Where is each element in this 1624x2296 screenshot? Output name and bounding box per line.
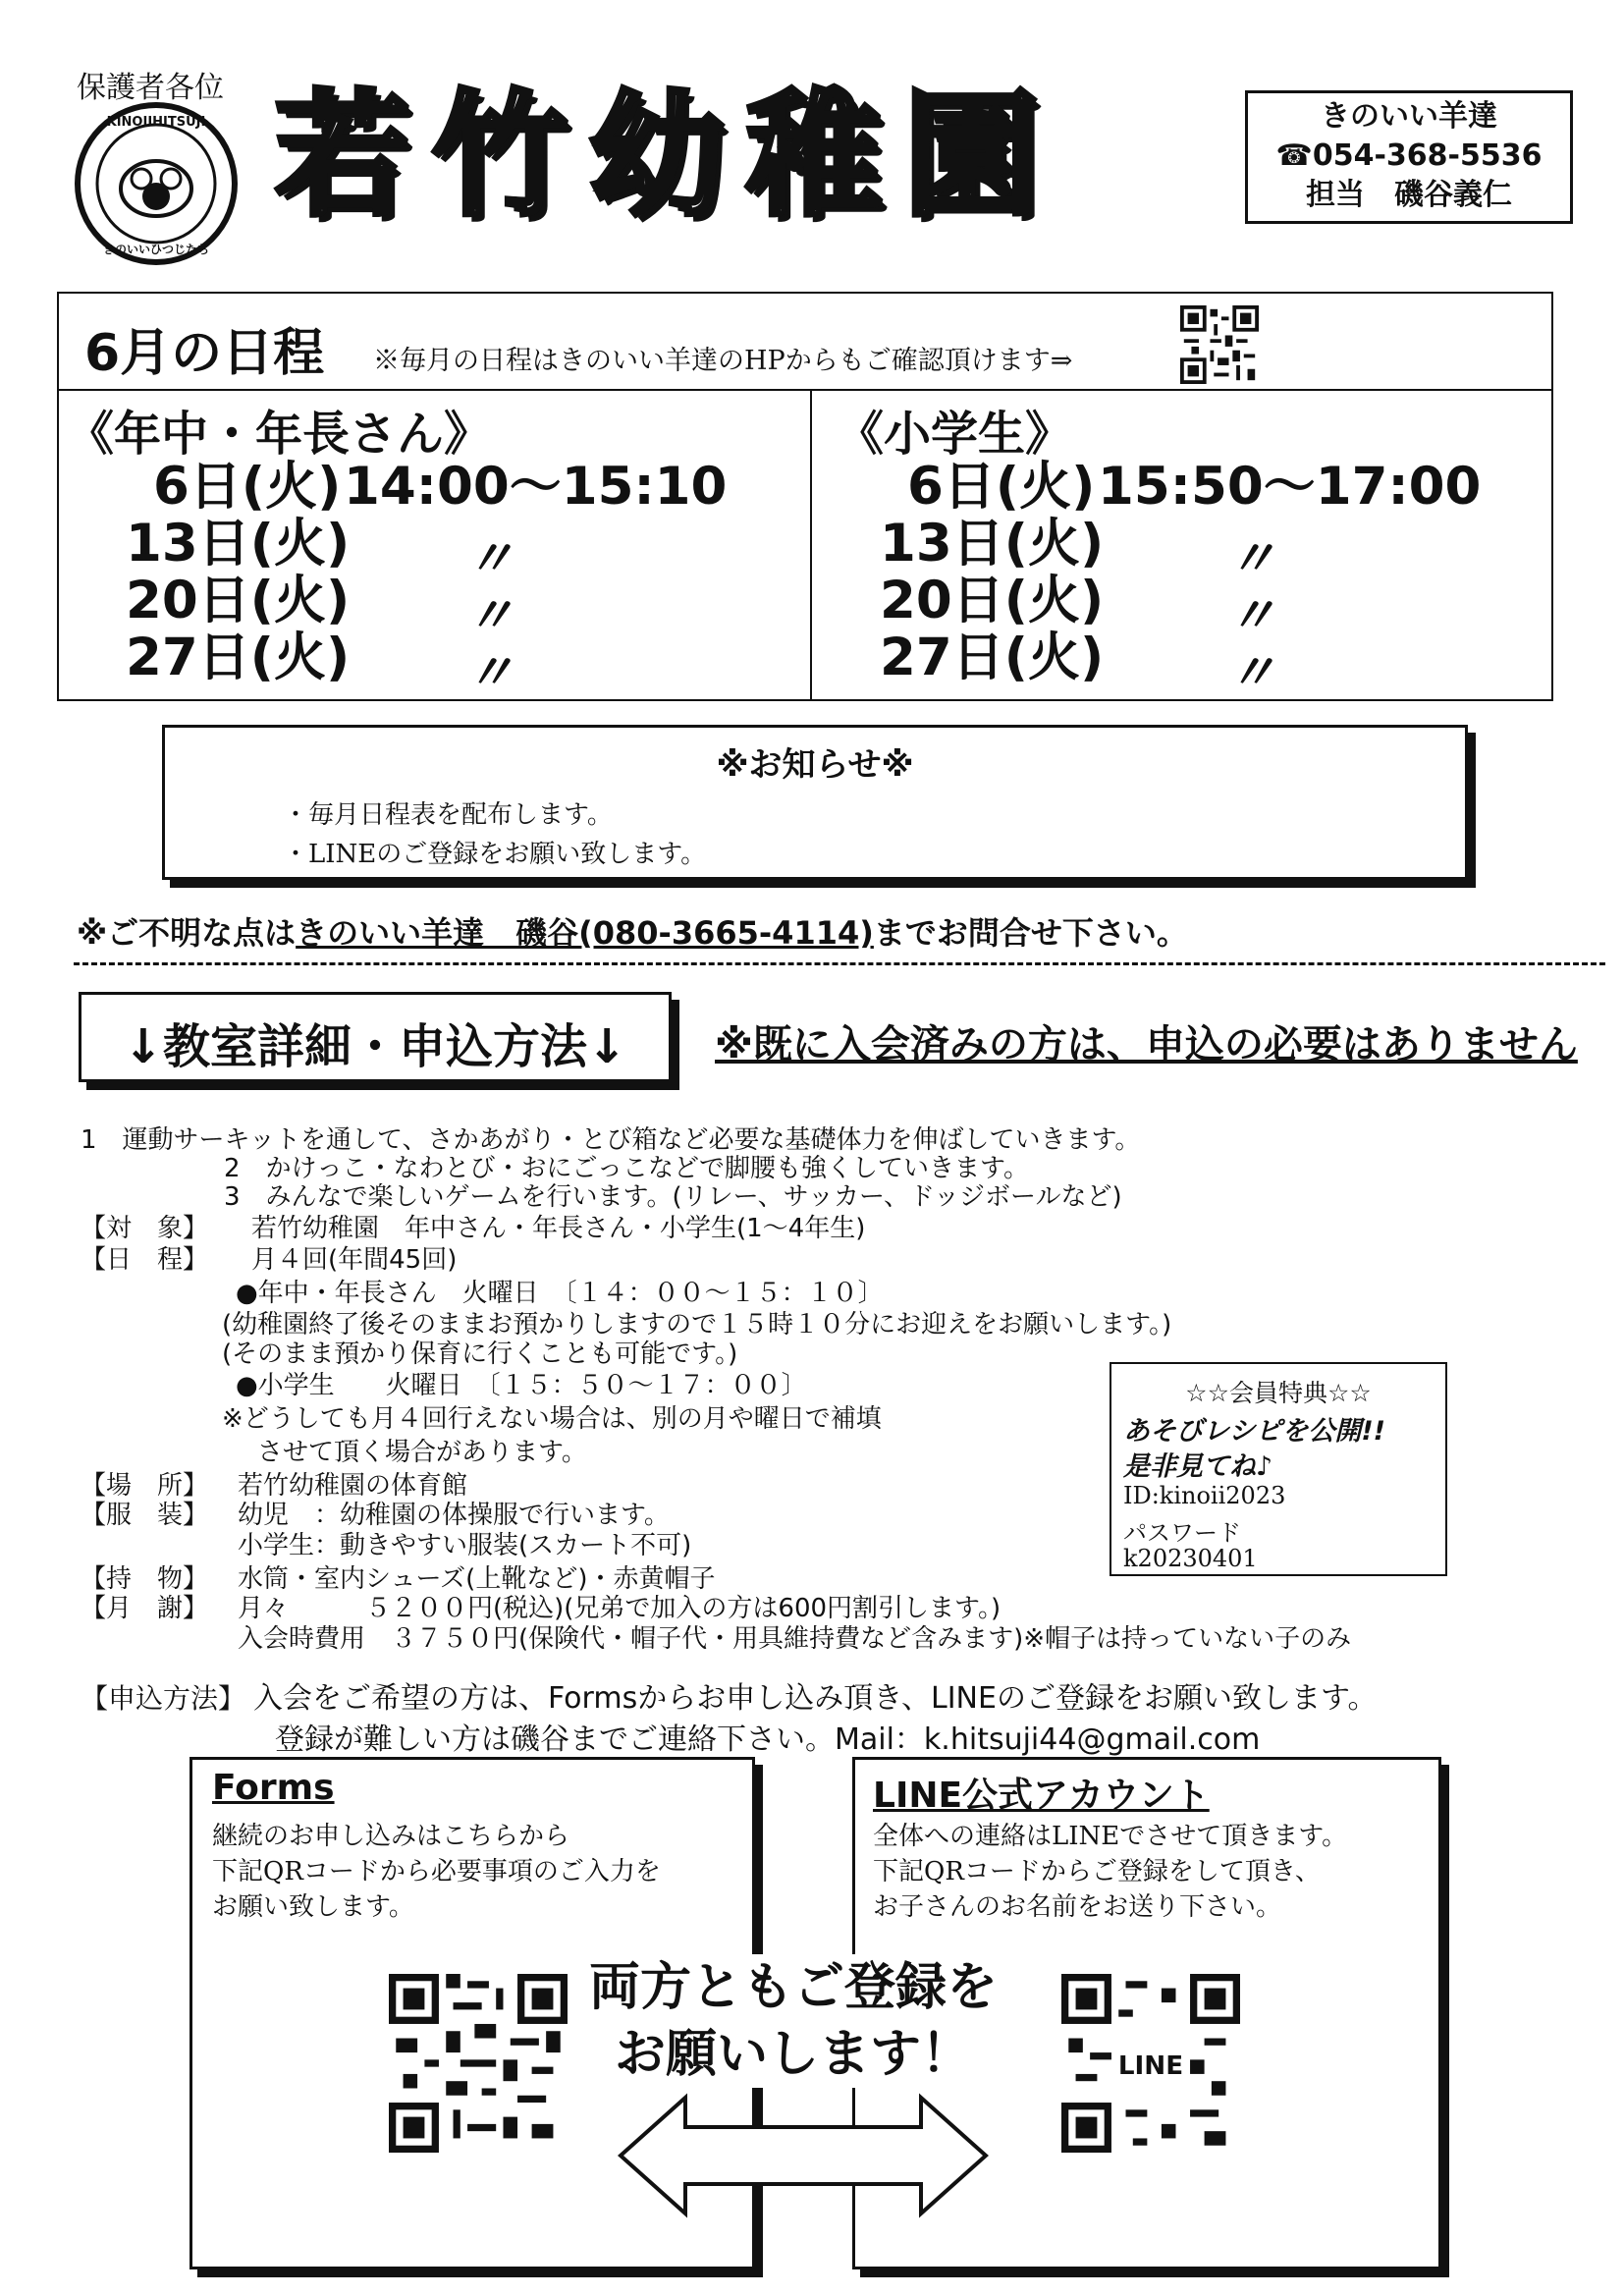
kinder-date: 13日(火)	[126, 514, 351, 574]
items-label: 【持 物】	[81, 1564, 209, 1594]
fee-label: 【月 謝】	[81, 1594, 209, 1623]
register-both-message	[589, 1954, 998, 2088]
kinder-time: 〃	[465, 587, 514, 644]
hp-qr-code[interactable]	[1180, 305, 1259, 384]
schedule-label: 【日 程】	[81, 1245, 209, 1275]
schedule-header	[59, 294, 1551, 391]
notice-item: ・毎月日程表を配布します。	[283, 800, 613, 830]
contact-person: 担当 磯谷義仁	[1306, 178, 1512, 212]
fee-monthly: 月々 ５２００円(税込)(兄弟で加入の方は600円割引します。)	[238, 1594, 1001, 1623]
member-benefit-box	[1110, 1362, 1447, 1576]
line-qr-code[interactable]	[1061, 1974, 1240, 2153]
double-arrow-icon	[617, 2092, 990, 2219]
school-time: 15:50～17:00	[1098, 457, 1482, 517]
line-title: LINE公式アカウント	[873, 1776, 1210, 1816]
schedule-note: ※毎月の日程はきのいい羊達のHPからもご確認頂けます⇒	[373, 346, 1073, 376]
contact-phone: ☎054-368-5536	[1275, 138, 1543, 173]
column-divider	[810, 389, 812, 699]
kinder-note-1: (幼稚園終了後そのままお預かりしますので１５時１０分にお迎えをお願いします。)	[222, 1310, 1172, 1339]
notice-title: ※お知らせ※	[716, 745, 914, 785]
logo-bottom-text: きのいいひつじたち	[102, 243, 210, 256]
kinder-time: 14:00～15:10	[344, 457, 728, 517]
target-label: 【対 象】	[81, 1214, 209, 1243]
kinder-note-2: (そのまま預かり保育に行くことも可能です。)	[222, 1339, 738, 1369]
school-schedule: ●小学生 火曜日 〔１５：５０～１７：００〕	[236, 1371, 807, 1400]
kinder-date: 27日(火)	[126, 628, 351, 687]
school-date: 27日(火)	[880, 628, 1105, 687]
notice-item: ・LINEのご登録をお願い致します。	[283, 840, 707, 869]
schedule-box	[57, 292, 1553, 701]
apply-line-1: 入会をご希望の方は、Formsからお申し込み頂き、LINEのご登録をお願い致します。	[253, 1681, 1378, 1716]
schedule-value: 月４回(年間45回)	[251, 1245, 458, 1275]
kinder-schedule: ●年中・年長さん 火曜日 〔１４：００～１５：１０〕	[236, 1279, 884, 1308]
benefit-password-label: パスワード	[1123, 1519, 1241, 1547]
kinder-heading: 《年中・年長さん》	[67, 407, 492, 462]
register-both-line-1: 両方ともご登録を	[589, 1958, 999, 2017]
addressee: 保護者各位	[77, 71, 224, 105]
contact-box	[1245, 90, 1573, 224]
clothes-kinder: 幼児 ：幼稚園の体操服で行います。	[238, 1501, 670, 1530]
kinder-time: 〃	[465, 530, 514, 587]
target-value: 若竹幼稚園 年中さん・年長さん・小学生(1～4年生)	[251, 1214, 866, 1243]
notice-box	[162, 725, 1468, 880]
kinder-date: 20日(火)	[126, 571, 351, 630]
benefit-password: k20230401	[1123, 1545, 1258, 1572]
benefit-title: ☆☆会員特典☆☆	[1185, 1379, 1372, 1407]
school-time: 〃	[1227, 530, 1276, 587]
inquiry-suffix: までお問合せ下さい。	[873, 914, 1188, 952]
point-3: 3 みんなで楽しいゲームを行います。(リレー、サッカー、ドッジボールなど)	[224, 1182, 1122, 1212]
forms-title: Forms	[212, 1768, 335, 1808]
apply-line-2: 登録が難しい方は磯谷までご連絡下さい。Mail：k.hitsuji44@gmail.com	[275, 1722, 1261, 1757]
kinder-time: 〃	[465, 644, 514, 701]
school-date: 6日(火)	[907, 457, 1096, 517]
clothes-school: 小学生：動きやすい服装(スカート不可)	[238, 1531, 692, 1560]
point-1: 1 運動サーキットを通して、さかあがり・とび箱など必要な基礎体力を伸ばしていきます。	[81, 1125, 1141, 1155]
inquiry-contact: きのいい羊達 磯谷(080-3665-4114)	[296, 914, 874, 952]
school-date: 20日(火)	[880, 571, 1105, 630]
dashed-divider	[74, 962, 1605, 965]
inquiry-line	[77, 908, 1188, 954]
logo-top-text: KINOIIHITSUJI	[106, 115, 206, 130]
kinder-date: 6日(火)	[153, 457, 342, 517]
point-2: 2 かけっこ・なわとび・おにごっこなどで脚腰も強くしていきます。	[224, 1154, 1029, 1183]
place-value: 若竹幼稚園の体育館	[238, 1471, 468, 1501]
detail-heading-box	[79, 992, 672, 1082]
contact-org: きのいい羊達	[1321, 99, 1497, 134]
inquiry-prefix: ※ご不明な点は	[77, 914, 297, 952]
line-text: 全体への連絡はLINEでさせて頂きます。 下記QRコードからご登録をして頂き、 お子さんのお名前をお送り下さい。	[873, 1822, 1348, 1922]
school-note-2: させて頂く場合があります。	[257, 1438, 587, 1467]
forms-qr-code[interactable]	[389, 1974, 568, 2153]
schedule-title: 6月の日程	[84, 324, 325, 383]
items-value: 水筒・室内シューズ(上靴など)・赤黄帽子	[238, 1564, 716, 1594]
school-date: 13日(火)	[880, 514, 1105, 574]
school-note-1: ※どうしても月４回行えない場合は、別の月や曜日で補填	[222, 1404, 882, 1434]
detail-heading: ↓教室詳細・申込方法↓	[123, 1019, 627, 1074]
clothes-label: 【服 装】	[81, 1501, 209, 1530]
line-qr-label: LINE	[1117, 2050, 1184, 2081]
benefit-id: ID:kinoii2023	[1123, 1482, 1286, 1509]
kinoii-logo	[73, 100, 240, 267]
school-time: 〃	[1227, 587, 1276, 644]
benefit-line-2: 是非見てね♪	[1123, 1451, 1273, 1482]
member-note: ※既に入会済みの方は、申込の必要はありません	[715, 1022, 1578, 1067]
forms-text: 継続のお申し込みはこちらから 下記QRコードから必要事項のご入力を お願い致します。	[212, 1822, 661, 1922]
place-label: 【場 所】	[81, 1471, 209, 1501]
fee-entry: 入会時費用 ３７５０円(保険代・帽子代・用具維持費など含みます)※帽子は持っていない子のみ	[238, 1624, 1352, 1654]
apply-label: 【申込方法】	[81, 1682, 246, 1715]
register-both-line-2: お願いします！	[615, 2025, 973, 2084]
kindergarten-title: 若竹幼稚園	[275, 77, 1061, 235]
school-time: 〃	[1227, 644, 1276, 701]
benefit-line-1: あそびレシピを公開!!	[1123, 1416, 1385, 1447]
school-heading: 《小学生》	[837, 407, 1073, 462]
